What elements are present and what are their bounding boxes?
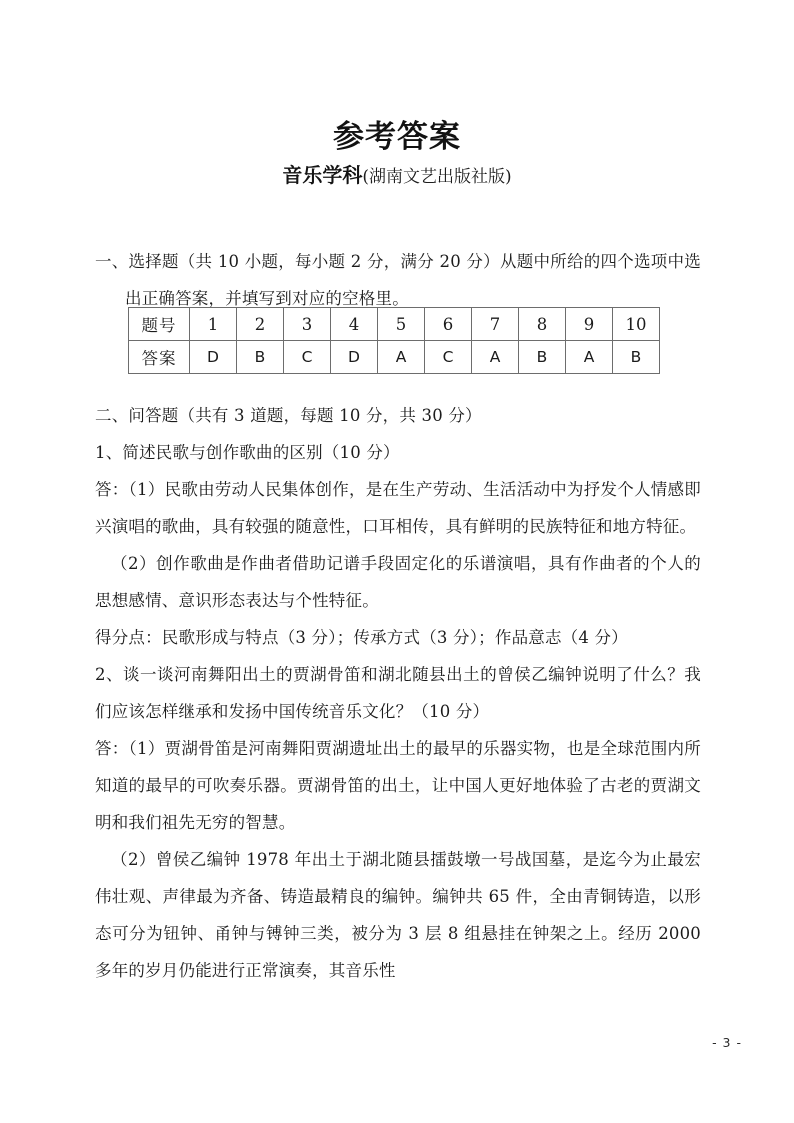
question-number-5: 5 <box>378 308 425 341</box>
question-1-scoring-points: 得分点：民歌形成与特点（3 分）；传承方式（3 分）；作品意志（4 分） <box>95 628 628 647</box>
question-number-6: 6 <box>425 308 472 341</box>
page-title: 参考答案 <box>333 119 461 155</box>
answer-2: B <box>237 341 284 374</box>
section-two-heading: 二、问答题（共有 3 道题，每题 10 分，共 30 分） <box>95 406 482 425</box>
question-2-answer-part-2: （2）曾侯乙编钟 1978 年出土于湖北随县擂鼓墩一号战国墓，是迄今为止最宏伟壮观、声律最为齐备、铸造最精良的编钟。编钟共 65 件，全由青铜铸造，以形态可分为钮钟、甬钟与镈钟三类，被分为 3 层 8 组悬挂在钟架之上。经历 2000 多年的岁月仍能进行正常演奏，其音乐性 <box>95 850 701 980</box>
title-block <box>0 118 794 190</box>
page-number: - 3 - <box>712 1035 742 1050</box>
table-header-answer: 答案 <box>129 341 190 374</box>
table-row-answers <box>129 341 660 374</box>
answer-9: A <box>566 341 613 374</box>
table-header-question: 题号 <box>129 308 190 341</box>
answer-table-container <box>128 307 660 374</box>
answer-5: A <box>378 341 425 374</box>
page-subtitle <box>0 162 794 190</box>
question-number-2: 2 <box>237 308 284 341</box>
subtitle-subject: 音乐学科 <box>282 163 363 187</box>
table-row-question-numbers <box>129 308 660 341</box>
answer-3: C <box>284 341 331 374</box>
answer-4: D <box>331 341 378 374</box>
question-number-9: 9 <box>566 308 613 341</box>
question-2-prompt: 2、谈一谈河南舞阳出土的贾湖骨笛和湖北随县出土的曾侯乙编钟说明了什么？我们应该怎样继承和发扬中国传统音乐文化？（10 分） <box>95 665 701 721</box>
section-one-heading: 一、选择题（共 10 小题，每小题 2 分，满分 20 分）从题中所给的四个选项中选出正确答案，并填写到对应的空格里。 <box>95 252 701 308</box>
question-number-1: 1 <box>190 308 237 341</box>
question-2-answer-part-1: 答：（1）贾湖骨笛是河南舞阳贾湖遗址出土的最早的乐器实物，也是全球范围内所知道的最早的可吹奏乐器。贾湖骨笛的出土，让中国人更好地体验了古老的贾湖文明和我们祖先无穷的智慧。 <box>95 739 701 832</box>
question-number-10: 10 <box>613 308 660 341</box>
answer-1: D <box>190 341 237 374</box>
answer-6: C <box>425 341 472 374</box>
question-number-8: 8 <box>519 308 566 341</box>
answer-10: B <box>613 341 660 374</box>
question-1-answer-part-2: （2）创作歌曲是作曲者借助记谱手段固定化的乐谱演唱，具有作曲者的个人的思想感情、意识形态表达与个性特征。 <box>95 554 701 610</box>
question-number-4: 4 <box>331 308 378 341</box>
question-number-7: 7 <box>472 308 519 341</box>
answer-table <box>128 307 660 374</box>
question-1-prompt: 1、简述民歌与创作歌曲的区别（10 分） <box>95 443 400 462</box>
question-number-3: 3 <box>284 308 331 341</box>
subtitle-publisher: (湖南文艺出版社版) <box>362 167 512 187</box>
question-1-answer-part-1: 答：（1）民歌由劳动人民集体创作，是在生产劳动、生活活动中为抒发个人情感即兴演唱的歌曲，具有较强的随意性，口耳相传，具有鲜明的民族特征和地方特征。 <box>95 480 701 536</box>
answer-7: A <box>472 341 519 374</box>
answer-8: B <box>519 341 566 374</box>
